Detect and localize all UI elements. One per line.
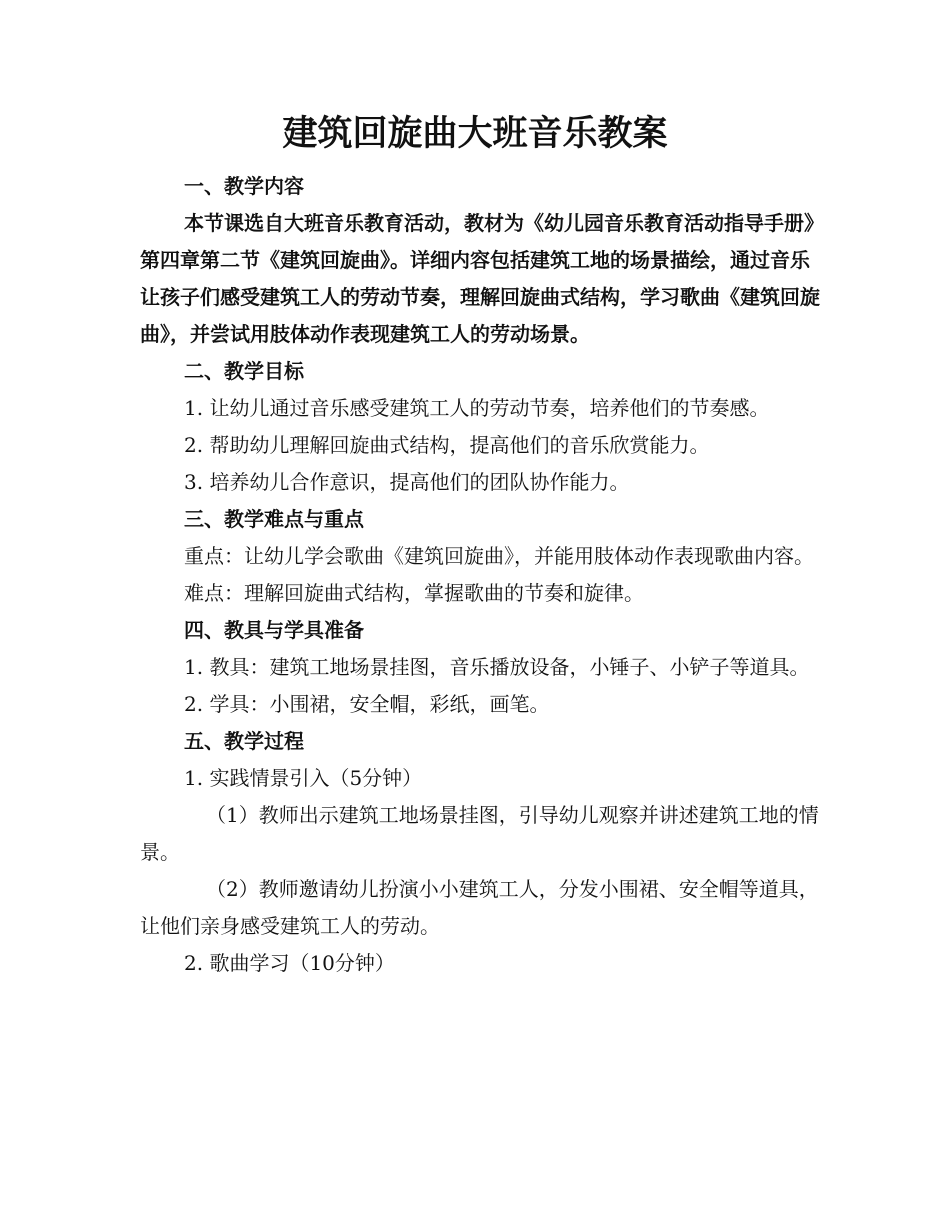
section-heading-teaching-goals: 二、教学目标 [184, 359, 304, 383]
document-body [140, 168, 820, 982]
key-point-paragraph: 重点：让幼儿学会歌曲《建筑回旋曲》，并能用肢体动作表现歌曲内容。 [184, 544, 814, 568]
goal-item: 3. 培养幼儿合作意识，提高他们的团队协作能力。 [184, 470, 630, 494]
goal-item: 1. 让幼儿通过音乐感受建筑工人的劳动节奏，培养他们的节奏感。 [184, 396, 770, 420]
section-heading-materials: 四、教具与学具准备 [184, 618, 364, 642]
process-substep: （1）教师出示建筑工地场景挂图，引导幼儿观察并讲述建筑工地的情景。 [140, 803, 819, 864]
section-heading-teaching-process: 五、教学过程 [184, 729, 304, 753]
difficulty-paragraph: 难点：理解回旋曲式结构，掌握歌曲的节奏和旋律。 [184, 581, 644, 605]
section-heading-difficulty-key: 三、教学难点与重点 [184, 507, 364, 531]
goal-item: 2. 帮助幼儿理解回旋曲式结构，提高他们的音乐欣赏能力。 [184, 433, 710, 457]
document-title: 建筑回旋曲大班音乐教案 [282, 113, 668, 154]
process-step: 2. 歌曲学习（10分钟） [184, 951, 395, 975]
section-heading-teaching-content: 一、教学内容 [184, 174, 304, 198]
process-substep: （2）教师邀请幼儿扮演小小建筑工人，分发小围裙、安全帽等道具，让他们亲身感受建筑工人的劳动。 [140, 877, 819, 938]
materials-item: 2. 学具：小围裙，安全帽，彩纸，画笔。 [184, 692, 550, 716]
materials-item: 1. 教具：建筑工地场景挂图，音乐播放设备，小锤子、小铲子等道具。 [184, 655, 810, 679]
process-step: 1. 实践情景引入（5分钟） [184, 766, 423, 790]
teaching-content-paragraph: 本节课选自大班音乐教育活动，教材为《幼儿园音乐教育活动指导手册》第四章第二节《建筑回旋曲》。详细内容包括建筑工地的场景描绘，通过音乐让孩子们感受建筑工人的劳动节奏，理解回旋曲式结构，学习歌曲《建筑回旋曲》，并尝试用肢体动作表现建筑工人的劳动场景。 [140, 211, 820, 346]
